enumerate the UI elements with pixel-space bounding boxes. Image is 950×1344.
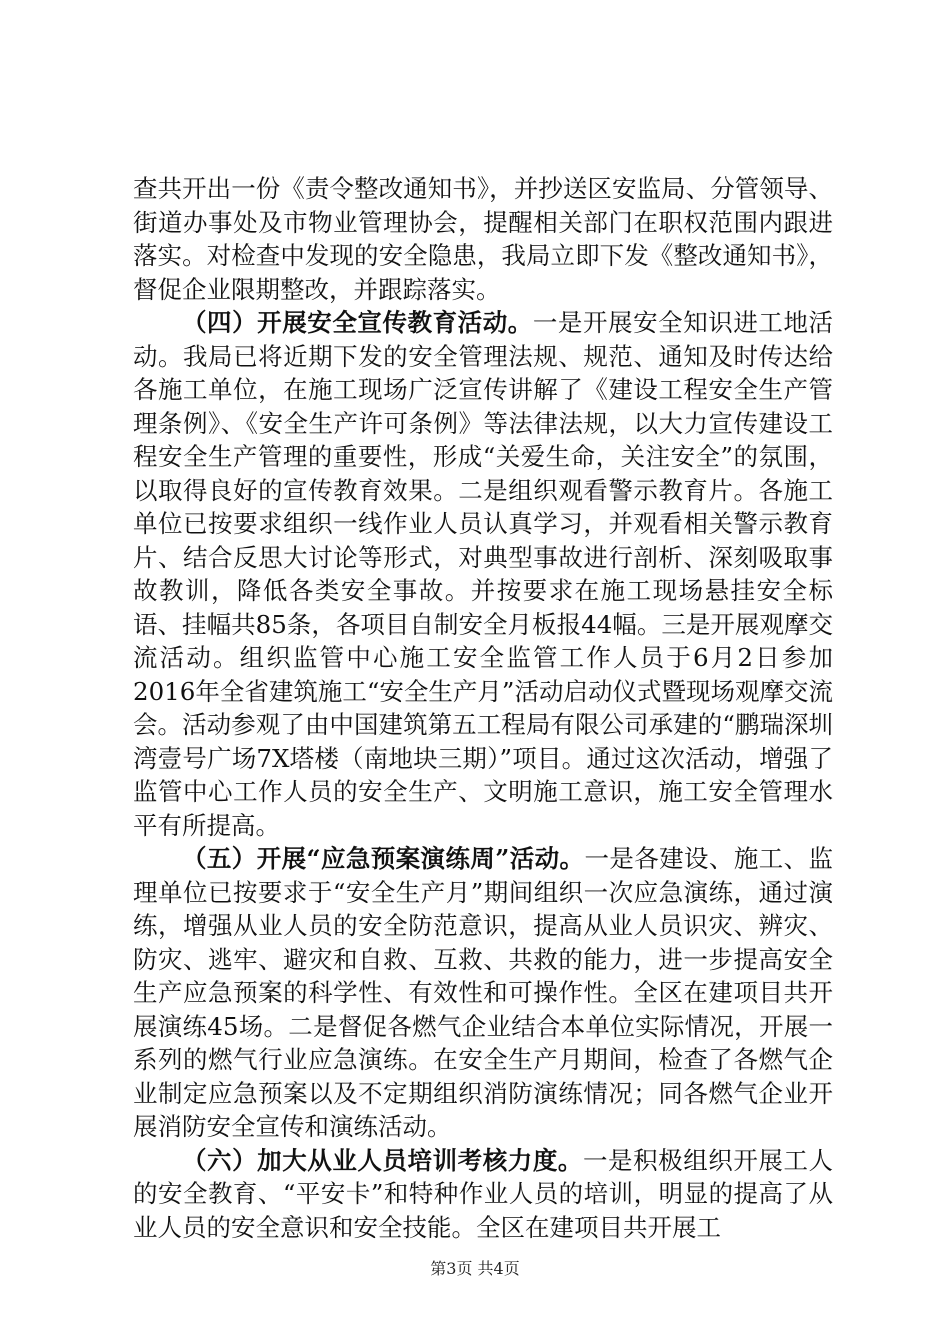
paragraph-text: 一是各建设、施工、监理单位已按要求于“安全生产月”期间组织一次应急演练，通过演练，增强从业人员的安全防范意识，提高从业人员识灾、辨灾、防灾、逃牢、避灾和自救、互救、共救的能力，进一步提高安全生产应急预案的科学性、有效性和可操作性。全区在建项目共开展演练45场。二是督促各燃气企业结合本单位实际情况，开展一系列的燃气行业应急演练。在安全生产月期间，检查了各燃气企业制定应急预案以及不定期组织消防演练情况；同各燃气企业开展消防安全宣传和演练活动。 xyxy=(133,844,834,1141)
document-body xyxy=(133,172,833,1244)
paragraph-section-4 xyxy=(133,306,833,842)
section-heading: （四）开展安全宣传教育活动。 xyxy=(182,308,533,337)
page-footer xyxy=(0,1259,950,1279)
paragraph-text: 一是积极组织开展工人的安全教育、“平安卡”和特种作业人员的培训，明显的提高了从业人员的安全意识和安全技能。全区在建项目共开展工 xyxy=(133,1145,834,1242)
section-heading: （六）加大从业人员培训考核力度。 xyxy=(182,1145,583,1175)
page-number: 第3页 共4页 xyxy=(430,1259,520,1278)
section-heading: （五）开展“应急预案演练周”活动。 xyxy=(182,844,585,873)
paragraph-continuation xyxy=(133,172,833,306)
paragraph-section-5 xyxy=(133,842,833,1144)
paragraph-text: 查共开出一份《责令整改通知书》，并抄送区安监局、分管领导、街道办事处及市物业管理协会，提醒相关部门在职权范围内跟进落实。对检查中发现的安全隐患，我局立即下发《整改通知书》，督促企业限期整改，并跟踪落实。 xyxy=(133,174,833,304)
paragraph-text: 一是开展安全知识进工地活动。我局已将近期下发的安全管理法规、规范、通知及时传达给各施工单位，在施工现场广泛宣传讲解了《建设工程安全生产管理条例》、《安全生产许可条例》等法律法规，以大力宣传建设工程安全生产管理的重要性，形成“关爱生命，关注安全”的氛围，以取得良好的宣传教育效果。二是组织观看警示教育片。各施工单位已按要求组织一线作业人员认真学习，并观看相关警示教育片、结合反思大讨论等形式，对典型事故进行剖析、深刻吸取事故教训，降低各类安全事故。并按要求在施工现场悬挂安全标语、挂幅共85条，各项目自制安全月板报44幅。三是开展观摩交流活动。组织监管中心施工安全监管工作人员于6月2日参加2016年全省建筑施工“安全生产月”活动启动仪式暨现场观摩交流会。活动参观了由中国建筑第五工程局有限公司承建的“鹏瑞深圳湾壹号广场7X塔楼（南地块三期）”项目。通过这次活动，增强了监管中心工作人员的安全生产、文明施工意识，施工安全管理水平有所提高。 xyxy=(133,308,834,840)
paragraph-section-6 xyxy=(133,1144,833,1245)
